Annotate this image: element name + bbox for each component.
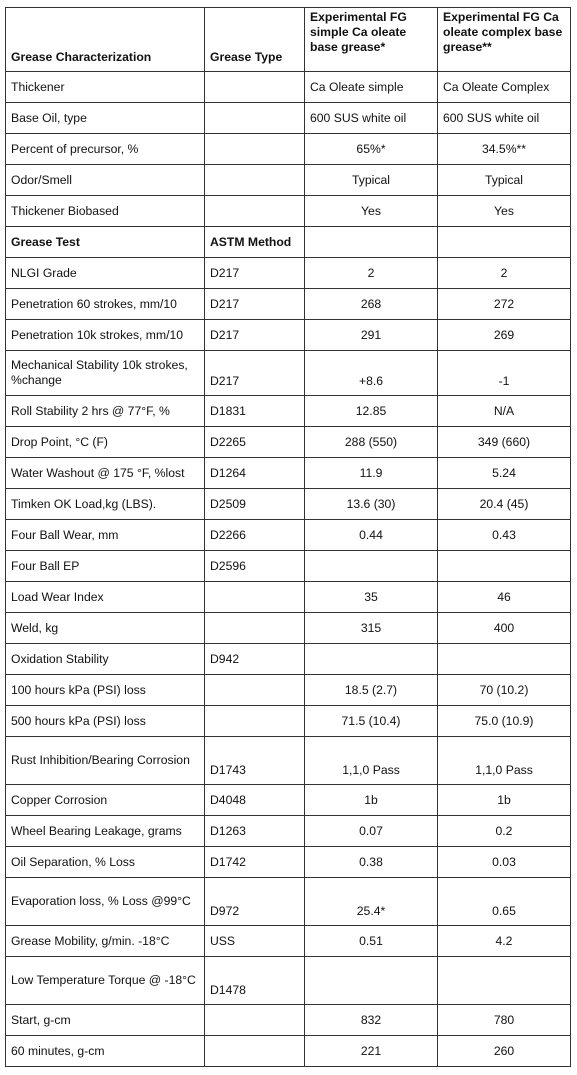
table-row	[6, 706, 571, 737]
test-value-a: 12.85	[305, 396, 438, 427]
test-value-b: 269	[438, 320, 571, 351]
row-label: Base Oil, type	[6, 103, 205, 134]
table-row	[6, 165, 571, 196]
test-method: USS	[205, 926, 305, 957]
table-row	[6, 520, 571, 551]
test-value-a: 25.4*	[305, 878, 438, 926]
test-method	[205, 1005, 305, 1036]
table-row	[6, 396, 571, 427]
test-value-b: 349 (660)	[438, 427, 571, 458]
grease-properties-table	[5, 7, 571, 1067]
table-row	[6, 957, 571, 1005]
test-method: D2266	[205, 520, 305, 551]
test-name: Copper Corrosion	[6, 785, 205, 816]
header-astm-method: ASTM Method	[205, 227, 305, 258]
test-name: Evaporation loss, % Loss @99°C	[6, 878, 205, 926]
test-value-b: 260	[438, 1036, 571, 1067]
test-value-a: 0.51	[305, 926, 438, 957]
test-name: Weld, kg	[6, 613, 205, 644]
table-row	[6, 427, 571, 458]
test-value-a: 71.5 (10.4)	[305, 706, 438, 737]
row-label: Thickener Biobased	[6, 196, 205, 227]
test-name: Oil Separation, % Loss	[6, 847, 205, 878]
test-value-b: 1b	[438, 785, 571, 816]
table-row	[6, 1036, 571, 1067]
test-method: D2509	[205, 489, 305, 520]
table-row	[6, 289, 571, 320]
test-name: NLGI Grade	[6, 258, 205, 289]
test-method: D217	[205, 289, 305, 320]
test-name: Wheel Bearing Leakage, grams	[6, 816, 205, 847]
test-method: D4048	[205, 785, 305, 816]
row-value-a: Yes	[305, 196, 438, 227]
test-name: Water Washout @ 175 °F, %lost	[6, 458, 205, 489]
table-row	[6, 489, 571, 520]
row-type	[205, 134, 305, 165]
table-row	[6, 816, 571, 847]
test-value-b: 70 (10.2)	[438, 675, 571, 706]
test-method: D1263	[205, 816, 305, 847]
test-value-a: +8.6	[305, 351, 438, 396]
test-method: D972	[205, 878, 305, 926]
test-method: D1742	[205, 847, 305, 878]
table-row	[6, 878, 571, 926]
test-value-a: 1,1,0 Pass	[305, 737, 438, 785]
test-name: Penetration 10k strokes, mm/10	[6, 320, 205, 351]
table-row	[6, 458, 571, 489]
test-name: Four Ball EP	[6, 551, 205, 582]
test-value-b: 400	[438, 613, 571, 644]
test-value-a: 288 (550)	[305, 427, 438, 458]
test-method: D2265	[205, 427, 305, 458]
row-value-a: 65%*	[305, 134, 438, 165]
test-value-b	[438, 551, 571, 582]
test-value-a: 13.6 (30)	[305, 489, 438, 520]
test-method	[205, 582, 305, 613]
table-row	[6, 134, 571, 165]
table-row	[6, 351, 571, 396]
test-value-b: 20.4 (45)	[438, 489, 571, 520]
test-name: 500 hours kPa (PSI) loss	[6, 706, 205, 737]
test-value-a	[305, 551, 438, 582]
test-name: 100 hours kPa (PSI) loss	[6, 675, 205, 706]
row-value-b: Yes	[438, 196, 571, 227]
table-row	[6, 737, 571, 785]
test-method: D2596	[205, 551, 305, 582]
test-method: D1743	[205, 737, 305, 785]
test-method	[205, 675, 305, 706]
test-value-b: 272	[438, 289, 571, 320]
test-value-a: 18.5 (2.7)	[305, 675, 438, 706]
test-name: Mechanical Stability 10k strokes, %change	[6, 351, 205, 396]
test-value-b: 75.0 (10.9)	[438, 706, 571, 737]
test-value-b: 780	[438, 1005, 571, 1036]
test-method	[205, 706, 305, 737]
table-row	[6, 320, 571, 351]
test-name: Start, g-cm	[6, 1005, 205, 1036]
test-value-a: 268	[305, 289, 438, 320]
row-value-a: Ca Oleate simple	[305, 72, 438, 103]
row-value-b: 600 SUS white oil	[438, 103, 571, 134]
test-value-b: 4.2	[438, 926, 571, 957]
test-value-a: 315	[305, 613, 438, 644]
table-row	[6, 103, 571, 134]
test-value-b: 46	[438, 582, 571, 613]
test-value-a: 2	[305, 258, 438, 289]
test-method: D217	[205, 351, 305, 396]
header-complex-grease: Experimental FG Ca oleate complex base grease**	[438, 8, 571, 72]
row-label: Thickener	[6, 72, 205, 103]
row-value-b: Ca Oleate Complex	[438, 72, 571, 103]
table-row	[6, 72, 571, 103]
test-method	[205, 613, 305, 644]
test-method: D1831	[205, 396, 305, 427]
row-value-a: Typical	[305, 165, 438, 196]
table-row	[6, 582, 571, 613]
table-row	[6, 675, 571, 706]
test-value-a	[305, 644, 438, 675]
test-value-b: N/A	[438, 396, 571, 427]
test-method: D942	[205, 644, 305, 675]
row-type	[205, 103, 305, 134]
row-label: Odor/Smell	[6, 165, 205, 196]
header-simple-grease: Experimental FG simple Ca oleate base grease*	[305, 8, 438, 72]
test-value-a: 0.44	[305, 520, 438, 551]
row-type	[205, 196, 305, 227]
test-name: Timken OK Load,kg (LBS).	[6, 489, 205, 520]
row-type	[205, 165, 305, 196]
test-value-b: 2	[438, 258, 571, 289]
header-grease-test: Grease Test	[6, 227, 205, 258]
test-name: Rust Inhibition/Bearing Corrosion	[6, 737, 205, 785]
test-name: 60 minutes, g-cm	[6, 1036, 205, 1067]
test-value-b: 1,1,0 Pass	[438, 737, 571, 785]
test-method: D1264	[205, 458, 305, 489]
header-grease-type: Grease Type	[205, 8, 305, 72]
header-empty-cell	[438, 227, 571, 258]
row-label: Percent of precursor, %	[6, 134, 205, 165]
test-name: Roll Stability 2 hrs @ 77°F, %	[6, 396, 205, 427]
test-value-b: 0.65	[438, 878, 571, 926]
row-value-b: Typical	[438, 165, 571, 196]
test-name: Oxidation Stability	[6, 644, 205, 675]
test-method: D217	[205, 258, 305, 289]
row-type	[205, 72, 305, 103]
test-value-b	[438, 644, 571, 675]
test-value-a: 832	[305, 1005, 438, 1036]
test-name: Drop Point, °C (F)	[6, 427, 205, 458]
test-value-a: 221	[305, 1036, 438, 1067]
test-value-b: -1	[438, 351, 571, 396]
test-name: Low Temperature Torque @ -18°C	[6, 957, 205, 1005]
table-row	[6, 785, 571, 816]
test-name: Four Ball Wear, mm	[6, 520, 205, 551]
test-value-b	[438, 957, 571, 1005]
test-name: Penetration 60 strokes, mm/10	[6, 289, 205, 320]
test-value-a: 11.9	[305, 458, 438, 489]
test-value-b: 0.2	[438, 816, 571, 847]
table-header-row	[6, 8, 571, 72]
test-header-row	[6, 227, 571, 258]
test-value-b: 0.43	[438, 520, 571, 551]
test-method: D217	[205, 320, 305, 351]
test-value-a: 1b	[305, 785, 438, 816]
test-value-a: 291	[305, 320, 438, 351]
table-row	[6, 196, 571, 227]
table-row	[6, 258, 571, 289]
header-empty-cell	[305, 227, 438, 258]
test-name: Load Wear Index	[6, 582, 205, 613]
test-value-b: 0.03	[438, 847, 571, 878]
table-row	[6, 926, 571, 957]
test-value-a: 0.38	[305, 847, 438, 878]
test-value-a: 0.07	[305, 816, 438, 847]
table-row	[6, 847, 571, 878]
test-value-a: 35	[305, 582, 438, 613]
test-name: Grease Mobility, g/min. -18°C	[6, 926, 205, 957]
row-value-a: 600 SUS white oil	[305, 103, 438, 134]
table-row	[6, 644, 571, 675]
header-grease-characterization: Grease Characterization	[6, 8, 205, 72]
test-method: D1478	[205, 957, 305, 1005]
row-value-b: 34.5%**	[438, 134, 571, 165]
test-method	[205, 1036, 305, 1067]
test-value-a	[305, 957, 438, 1005]
table-row	[6, 1005, 571, 1036]
table-row	[6, 613, 571, 644]
table-row	[6, 551, 571, 582]
test-value-b: 5.24	[438, 458, 571, 489]
